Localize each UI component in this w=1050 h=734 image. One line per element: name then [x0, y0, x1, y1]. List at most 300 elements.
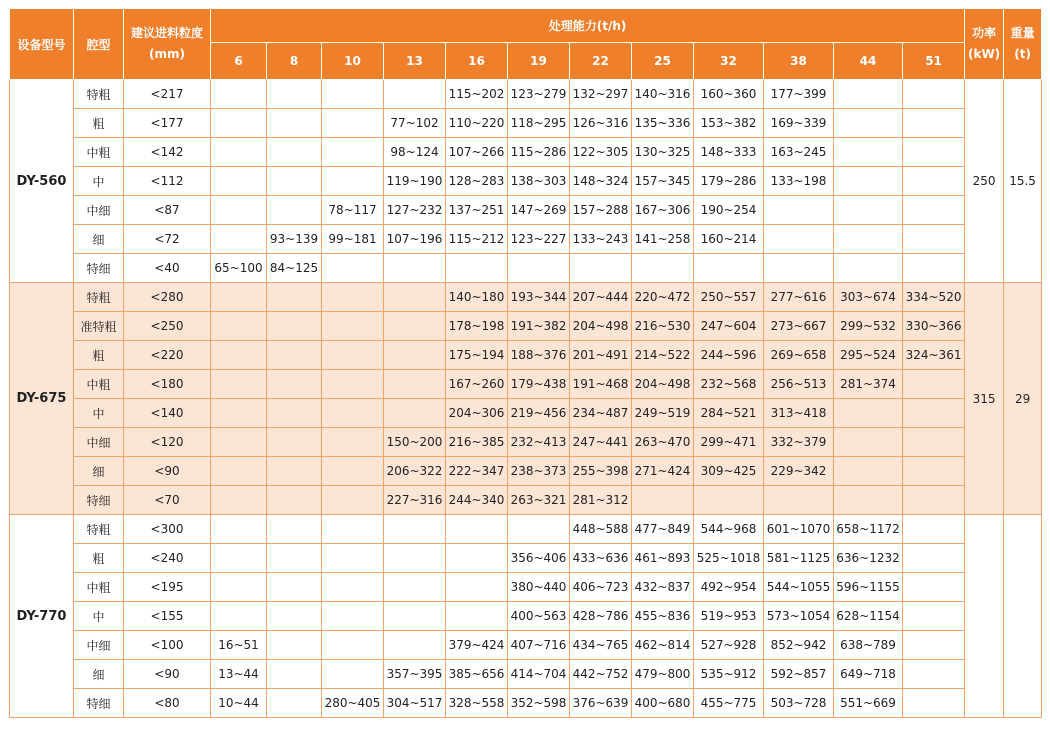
capacity-cell: 400~680 [632, 689, 694, 718]
capacity-cell [322, 370, 384, 399]
table-row [10, 196, 1042, 225]
capacity-cell [211, 341, 267, 370]
table-row [10, 225, 1042, 254]
capacity-cell [834, 196, 903, 225]
cavity-cell: 粗 [74, 544, 124, 573]
cavity-cell: 特粗 [74, 80, 124, 109]
capacity-cell [211, 225, 267, 254]
header-power-unit: (kW) [967, 47, 1001, 61]
capacity-cell [903, 457, 965, 486]
table-body [10, 80, 1042, 718]
capacity-cell [322, 254, 384, 283]
weight-cell: 15.5 [1004, 80, 1042, 283]
capacity-cell [322, 312, 384, 341]
capacity-cell: 126~316 [570, 109, 632, 138]
table-row [10, 80, 1042, 109]
capacity-cell: 138~303 [508, 167, 570, 196]
capacity-cell: 107~196 [384, 225, 446, 254]
capacity-cell: 406~723 [570, 573, 632, 602]
capacity-cell: 376~639 [570, 689, 632, 718]
capacity-cell [267, 428, 322, 457]
capacity-cell: 249~519 [632, 399, 694, 428]
capacity-cell [211, 544, 267, 573]
capacity-cell [446, 544, 508, 573]
cavity-cell: 特粗 [74, 283, 124, 312]
feed-size-cell: <90 [124, 660, 211, 689]
capacity-cell: 581~1125 [764, 544, 834, 573]
capacity-cell [446, 254, 508, 283]
capacity-cell: 247~441 [570, 428, 632, 457]
capacity-cell [903, 196, 965, 225]
capacity-cell: 204~498 [632, 370, 694, 399]
capacity-cell: 160~360 [694, 80, 764, 109]
feed-size-cell: <280 [124, 283, 211, 312]
capacity-cell [903, 138, 965, 167]
capacity-cell: 140~316 [632, 80, 694, 109]
model-cell: DY-675 [10, 283, 74, 515]
capacity-cell: 503~728 [764, 689, 834, 718]
capacity-cell [632, 254, 694, 283]
crusher-spec-table [9, 8, 1042, 718]
table-row [10, 138, 1042, 167]
feed-size-cell: <40 [124, 254, 211, 283]
capacity-cell: 175~194 [446, 341, 508, 370]
capacity-cell [267, 515, 322, 544]
capacity-cell [267, 341, 322, 370]
capacity-cell [267, 283, 322, 312]
capacity-cell [211, 486, 267, 515]
cavity-cell: 粗 [74, 109, 124, 138]
capacity-cell [267, 689, 322, 718]
capacity-cell: 220~472 [632, 283, 694, 312]
capacity-cell: 222~347 [446, 457, 508, 486]
capacity-cell: 77~102 [384, 109, 446, 138]
feed-size-cell: <100 [124, 631, 211, 660]
cavity-cell: 中细 [74, 631, 124, 660]
capacity-cell [903, 602, 965, 631]
capacity-cell: 219~456 [508, 399, 570, 428]
capacity-cell: 115~212 [446, 225, 508, 254]
capacity-cell: 330~366 [903, 312, 965, 341]
cavity-cell: 中细 [74, 196, 124, 225]
header-setting: 51 [903, 43, 965, 80]
capacity-cell: 284~521 [694, 399, 764, 428]
header-setting: 32 [694, 43, 764, 80]
capacity-cell [322, 486, 384, 515]
header-feed-size-unit: (mm) [149, 47, 185, 61]
capacity-cell: 303~674 [834, 283, 903, 312]
cavity-cell: 特粗 [74, 515, 124, 544]
feed-size-cell: <155 [124, 602, 211, 631]
capacity-cell [211, 428, 267, 457]
capacity-cell: 216~385 [446, 428, 508, 457]
capacity-cell: 263~470 [632, 428, 694, 457]
capacity-cell: 573~1054 [764, 602, 834, 631]
header-setting: 19 [508, 43, 570, 80]
capacity-cell [384, 631, 446, 660]
capacity-cell [322, 109, 384, 138]
header-setting: 6 [211, 43, 267, 80]
capacity-cell: 140~180 [446, 283, 508, 312]
capacity-cell: 107~266 [446, 138, 508, 167]
capacity-cell: 133~243 [570, 225, 632, 254]
capacity-cell [834, 138, 903, 167]
capacity-cell: 271~424 [632, 457, 694, 486]
table-row [10, 631, 1042, 660]
capacity-cell [322, 399, 384, 428]
capacity-cell: 238~373 [508, 457, 570, 486]
capacity-cell: 141~258 [632, 225, 694, 254]
capacity-cell [384, 341, 446, 370]
capacity-cell [384, 573, 446, 602]
capacity-cell [903, 80, 965, 109]
capacity-cell: 169~339 [764, 109, 834, 138]
capacity-cell [211, 167, 267, 196]
capacity-cell [322, 602, 384, 631]
power-cell: 315 [965, 283, 1004, 515]
capacity-cell [322, 283, 384, 312]
capacity-cell: 255~398 [570, 457, 632, 486]
capacity-cell: 492~954 [694, 573, 764, 602]
capacity-cell: 304~517 [384, 689, 446, 718]
capacity-cell: 115~202 [446, 80, 508, 109]
capacity-cell: 544~968 [694, 515, 764, 544]
capacity-cell: 191~468 [570, 370, 632, 399]
cavity-cell: 细 [74, 660, 124, 689]
feed-size-cell: <220 [124, 341, 211, 370]
capacity-cell: 110~220 [446, 109, 508, 138]
capacity-cell: 177~399 [764, 80, 834, 109]
feed-size-cell: <250 [124, 312, 211, 341]
capacity-cell: 148~324 [570, 167, 632, 196]
capacity-cell: 193~344 [508, 283, 570, 312]
capacity-cell [267, 370, 322, 399]
capacity-cell: 636~1232 [834, 544, 903, 573]
capacity-cell: 432~837 [632, 573, 694, 602]
header-weight-label: 重量 [1010, 26, 1035, 40]
capacity-cell [903, 515, 965, 544]
header-power-label: 功率 [972, 26, 997, 40]
cavity-cell: 细 [74, 457, 124, 486]
feed-size-cell: <142 [124, 138, 211, 167]
capacity-cell [322, 167, 384, 196]
capacity-cell: 201~491 [570, 341, 632, 370]
capacity-cell [267, 544, 322, 573]
capacity-cell [903, 660, 965, 689]
capacity-cell: 115~286 [508, 138, 570, 167]
capacity-cell [322, 544, 384, 573]
capacity-cell [267, 138, 322, 167]
capacity-cell [903, 109, 965, 138]
capacity-cell [211, 312, 267, 341]
cavity-cell: 中粗 [74, 370, 124, 399]
feed-size-cell: <70 [124, 486, 211, 515]
feed-size-cell: <177 [124, 109, 211, 138]
feed-size-cell: <80 [124, 689, 211, 718]
capacity-cell [322, 341, 384, 370]
capacity-cell [508, 254, 570, 283]
feed-size-cell: <72 [124, 225, 211, 254]
feed-size-cell: <300 [124, 515, 211, 544]
table-row [10, 689, 1042, 718]
capacity-cell [903, 254, 965, 283]
header-setting: 16 [446, 43, 508, 80]
capacity-cell: 313~418 [764, 399, 834, 428]
capacity-cell [267, 573, 322, 602]
capacity-cell [384, 602, 446, 631]
capacity-cell: 628~1154 [834, 602, 903, 631]
header-setting: 8 [267, 43, 322, 80]
capacity-cell: 442~752 [570, 660, 632, 689]
capacity-cell: 649~718 [834, 660, 903, 689]
header-weight-unit: (t) [1014, 47, 1031, 61]
capacity-cell [267, 312, 322, 341]
header-model: 设备型号 [10, 9, 74, 80]
table-row [10, 283, 1042, 312]
power-cell: 250 [965, 80, 1004, 283]
capacity-cell: 281~374 [834, 370, 903, 399]
cavity-cell: 中粗 [74, 138, 124, 167]
capacity-cell: 123~279 [508, 80, 570, 109]
table-row [10, 312, 1042, 341]
capacity-cell: 135~336 [632, 109, 694, 138]
header-capacity: 处理能力(t/h) [211, 9, 965, 43]
cavity-cell: 特细 [74, 486, 124, 515]
capacity-cell [632, 486, 694, 515]
capacity-cell [211, 515, 267, 544]
capacity-cell: 852~942 [764, 631, 834, 660]
capacity-cell: 601~1070 [764, 515, 834, 544]
capacity-cell [903, 428, 965, 457]
cavity-cell: 细 [74, 225, 124, 254]
feed-size-cell: <180 [124, 370, 211, 399]
capacity-cell: 16~51 [211, 631, 267, 660]
capacity-cell [211, 283, 267, 312]
capacity-cell: 179~286 [694, 167, 764, 196]
capacity-cell [834, 80, 903, 109]
capacity-cell: 380~440 [508, 573, 570, 602]
capacity-cell [764, 254, 834, 283]
capacity-cell: 596~1155 [834, 573, 903, 602]
feed-size-cell: <195 [124, 573, 211, 602]
table-row [10, 486, 1042, 515]
capacity-cell: 263~321 [508, 486, 570, 515]
feed-size-cell: <87 [124, 196, 211, 225]
capacity-cell [322, 631, 384, 660]
capacity-cell [267, 486, 322, 515]
capacity-cell: 227~316 [384, 486, 446, 515]
capacity-cell: 178~198 [446, 312, 508, 341]
capacity-cell [322, 138, 384, 167]
capacity-cell: 299~532 [834, 312, 903, 341]
capacity-cell [384, 312, 446, 341]
capacity-cell [211, 370, 267, 399]
capacity-cell [834, 486, 903, 515]
capacity-cell: 544~1055 [764, 573, 834, 602]
capacity-cell [322, 573, 384, 602]
capacity-cell: 150~200 [384, 428, 446, 457]
capacity-cell: 357~395 [384, 660, 446, 689]
capacity-cell: 400~563 [508, 602, 570, 631]
capacity-cell: 269~658 [764, 341, 834, 370]
capacity-cell [211, 399, 267, 428]
header-setting: 13 [384, 43, 446, 80]
capacity-cell: 324~361 [903, 341, 965, 370]
weight-cell: 29 [1004, 283, 1042, 515]
table-row [10, 457, 1042, 486]
table-row [10, 544, 1042, 573]
capacity-cell: 247~604 [694, 312, 764, 341]
feed-size-cell: <120 [124, 428, 211, 457]
capacity-cell: 461~893 [632, 544, 694, 573]
capacity-cell: 98~124 [384, 138, 446, 167]
capacity-cell [384, 283, 446, 312]
cavity-cell: 中细 [74, 428, 124, 457]
capacity-cell [267, 167, 322, 196]
capacity-cell: 244~596 [694, 341, 764, 370]
capacity-cell: 334~520 [903, 283, 965, 312]
table-row [10, 370, 1042, 399]
capacity-cell: 163~245 [764, 138, 834, 167]
capacity-cell: 153~382 [694, 109, 764, 138]
capacity-cell: 256~513 [764, 370, 834, 399]
feed-size-cell: <240 [124, 544, 211, 573]
capacity-cell: 133~198 [764, 167, 834, 196]
capacity-cell: 658~1172 [834, 515, 903, 544]
capacity-cell: 232~413 [508, 428, 570, 457]
header-feed-size [124, 9, 211, 80]
capacity-cell [384, 370, 446, 399]
capacity-cell: 433~636 [570, 544, 632, 573]
model-cell: DY-560 [10, 80, 74, 283]
capacity-cell: 448~588 [570, 515, 632, 544]
capacity-cell: 332~379 [764, 428, 834, 457]
capacity-cell: 527~928 [694, 631, 764, 660]
capacity-cell [903, 399, 965, 428]
capacity-cell: 414~704 [508, 660, 570, 689]
capacity-cell: 191~382 [508, 312, 570, 341]
capacity-cell [764, 486, 834, 515]
cavity-cell: 准特粗 [74, 312, 124, 341]
capacity-cell: 204~306 [446, 399, 508, 428]
feed-size-cell: <112 [124, 167, 211, 196]
capacity-cell: 638~789 [834, 631, 903, 660]
capacity-cell: 551~669 [834, 689, 903, 718]
capacity-cell [903, 486, 965, 515]
capacity-cell: 232~568 [694, 370, 764, 399]
capacity-cell: 295~524 [834, 341, 903, 370]
capacity-cell [267, 196, 322, 225]
capacity-cell [211, 109, 267, 138]
capacity-cell: 379~424 [446, 631, 508, 660]
capacity-cell [694, 486, 764, 515]
capacity-cell [384, 80, 446, 109]
capacity-cell [267, 660, 322, 689]
capacity-cell: 250~557 [694, 283, 764, 312]
capacity-cell: 352~598 [508, 689, 570, 718]
capacity-cell [903, 689, 965, 718]
capacity-cell: 10~44 [211, 689, 267, 718]
capacity-cell: 160~214 [694, 225, 764, 254]
capacity-cell: 216~530 [632, 312, 694, 341]
capacity-cell [267, 399, 322, 428]
table-row [10, 109, 1042, 138]
capacity-cell [834, 167, 903, 196]
capacity-cell: 434~765 [570, 631, 632, 660]
capacity-cell: 309~425 [694, 457, 764, 486]
capacity-cell: 188~376 [508, 341, 570, 370]
capacity-cell: 84~125 [267, 254, 322, 283]
capacity-cell [384, 399, 446, 428]
table-row [10, 428, 1042, 457]
header-power [965, 9, 1004, 80]
header-cavity: 腔型 [74, 9, 124, 80]
capacity-cell [267, 457, 322, 486]
capacity-cell: 455~775 [694, 689, 764, 718]
capacity-cell: 65~100 [211, 254, 267, 283]
capacity-cell [322, 428, 384, 457]
capacity-cell [211, 457, 267, 486]
cavity-cell: 中 [74, 602, 124, 631]
capacity-cell [211, 80, 267, 109]
capacity-cell: 132~297 [570, 80, 632, 109]
capacity-cell: 299~471 [694, 428, 764, 457]
feed-size-cell: <217 [124, 80, 211, 109]
capacity-cell [903, 167, 965, 196]
header-feed-size-label: 建议进料粒度 [130, 26, 203, 40]
capacity-cell [211, 196, 267, 225]
header-setting: 10 [322, 43, 384, 80]
capacity-cell [322, 660, 384, 689]
capacity-cell: 525~1018 [694, 544, 764, 573]
capacity-cell [384, 515, 446, 544]
capacity-cell: 147~269 [508, 196, 570, 225]
capacity-cell: 118~295 [508, 109, 570, 138]
capacity-cell: 128~283 [446, 167, 508, 196]
capacity-cell [211, 573, 267, 602]
header-setting: 22 [570, 43, 632, 80]
capacity-cell [322, 80, 384, 109]
capacity-cell: 407~716 [508, 631, 570, 660]
capacity-cell: 123~227 [508, 225, 570, 254]
capacity-cell: 167~306 [632, 196, 694, 225]
capacity-cell: 119~190 [384, 167, 446, 196]
capacity-cell [694, 254, 764, 283]
capacity-cell: 428~786 [570, 602, 632, 631]
capacity-cell: 130~325 [632, 138, 694, 167]
capacity-cell [267, 80, 322, 109]
capacity-cell: 477~849 [632, 515, 694, 544]
cavity-cell: 粗 [74, 341, 124, 370]
table-row [10, 254, 1042, 283]
cavity-cell: 中粗 [74, 573, 124, 602]
capacity-cell [267, 602, 322, 631]
capacity-cell [903, 225, 965, 254]
table-row [10, 660, 1042, 689]
capacity-cell: 13~44 [211, 660, 267, 689]
capacity-cell [834, 399, 903, 428]
capacity-cell: 122~305 [570, 138, 632, 167]
capacity-cell: 99~181 [322, 225, 384, 254]
capacity-cell [211, 138, 267, 167]
capacity-cell: 535~912 [694, 660, 764, 689]
capacity-cell: 207~444 [570, 283, 632, 312]
capacity-cell: 462~814 [632, 631, 694, 660]
capacity-cell [903, 573, 965, 602]
spec-table-container [9, 8, 1042, 718]
capacity-cell: 280~405 [322, 689, 384, 718]
capacity-cell: 157~288 [570, 196, 632, 225]
